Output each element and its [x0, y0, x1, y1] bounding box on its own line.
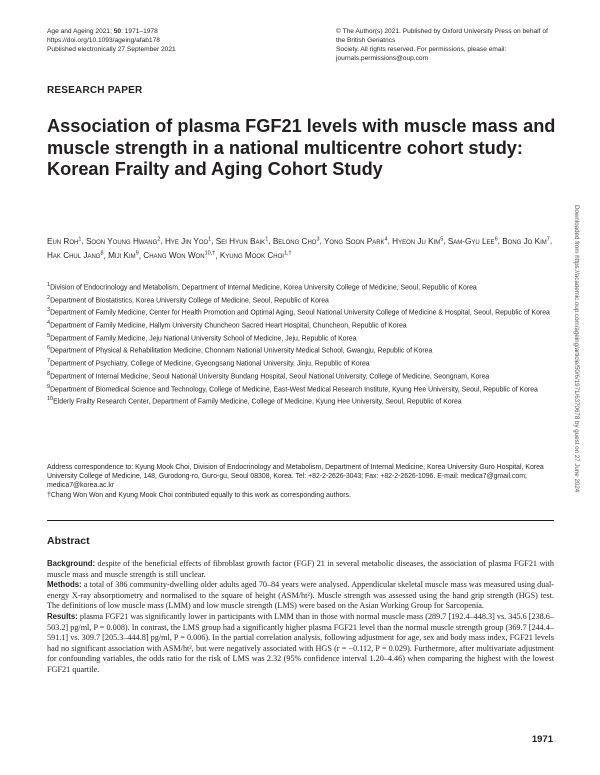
author-affiliation-marker: 2 — [157, 236, 161, 242]
affiliation-list — [47, 281, 557, 408]
affiliation-number: 6 — [47, 345, 51, 352]
affiliation-item — [47, 383, 557, 395]
author-name: Hye Jin Yoo$^1$ — [164, 236, 212, 246]
author-affiliation-marker: 8 — [100, 250, 104, 257]
affiliation-number: 10 — [47, 396, 54, 403]
correspondence-address: Address correspondence to: Kyung Mook Choi, Division of Endocrinology and Metabolism, Department of Internal Medicine, Korea University Guro Hospital, Korea University College of Medicine, 148, Gurodong-ro, Guro-gu, Seoul 08308, Korea. Tel: +82-2-2626-3043; Fax: +82-2-2626-1096. E-mail: medica7@gmail.com; medica7@korea.ac.kr — [47, 464, 544, 490]
author-name: Bong Jo Kim$^7$ — [502, 236, 550, 246]
article-title: Association of plasma FGF21 levels with muscle mass and muscle strength in a national multicentre cohort study: Korean Frailty and Aging Cohort Study — [47, 116, 556, 179]
author-affiliation-marker: 4 — [384, 236, 388, 242]
affiliation-item — [47, 370, 557, 382]
author-name: Chang Won Won$^{10,\dagger}$ — [143, 250, 216, 261]
author-list: Eun Roh$^1$, Soon Young Hwang$^2$, Hye Jin Yoo$^1$, Sei Hyun Baik$^1$, Belong Cho$^3$, Yong Soon Park$^4$, Hyeon Ju Kim$^5$, Sam-Gyu Lee$^6$, Bong Jo Kim$^7$, Hak Chul Jang$^8$, Miji Kim$^9$, Chang Won Won$^{10,\dagger}$, Kyung Mook Choi$^{1,\dagger}$ — [47, 236, 553, 261]
author-name: Eun Roh$^1$ — [47, 236, 82, 246]
affiliation-number: 1 — [47, 282, 51, 288]
author-name: Sei Hyun Baik$^1$ — [215, 236, 269, 246]
affiliation-item — [47, 319, 557, 331]
affiliation-item — [47, 294, 557, 306]
author-name: Soon Young Hwang$^2$ — [85, 236, 161, 246]
affiliation-item — [47, 344, 557, 356]
affiliation-number: 7 — [47, 358, 51, 365]
affiliation-text: Department of Physical & Rehabilitation Medicine, Chonnam National University Medical School, Gwangju, Republic of Korea — [50, 347, 433, 355]
section-divider — [47, 520, 554, 521]
affiliation-text: Department of Family Medicine, Jeju National University School of Medicine, Jeju, Republic of Korea — [50, 335, 357, 343]
affiliation-number: 9 — [47, 383, 51, 390]
doi-link[interactable]: https://doi.org/10.1093/ageing/afab178 — [47, 37, 160, 44]
affiliation-item — [47, 357, 557, 369]
affiliation-text: Division of Endocrinology and Metabolism, Department of Internal Medicine, Korea University College of Medicine, Seoul, Republic of Korea — [50, 284, 477, 292]
affiliation-number: 3 — [47, 307, 51, 314]
abstract-results: Results: plasma FGF21 was significantly lower in participants with LMM than in those with normal muscle mass (289.7 [192.4–448.3] vs. 345.6 [238.6–503.2] pg/ml, P = 0.008). In contrast, the LMS group had a significantly higher plasma FGF21 level than the normal muscle strength group (369.7 [244.4–591.1] vs. 309.7 [205.3–444.8] pg/ml, P = 0.006). In the partial correlation analysis, following adjustment for age, sex and body mass index, FGF21 levels had no significant association with ASM/ht², but were negatively associated with HGS (r = −0.112, P = 0.029). Furthermore, after multivariate adjustment for confounding variables, the odds ratio for the risk of LMS was 2.32 (95% confidence interval 1.20–4.46) when comparing the highest with the lowest FGF21 quartile. — [47, 611, 554, 674]
affiliation-number: 2 — [47, 294, 51, 301]
abstract-body — [47, 559, 554, 676]
affiliation-item — [47, 306, 557, 318]
author-name: Belong Cho$^3$ — [272, 236, 320, 246]
author-affiliation-marker: 1,† — [283, 250, 292, 257]
author-affiliation-marker: 7 — [546, 236, 550, 242]
affiliation-number: 8 — [47, 370, 51, 377]
affiliation-item — [47, 395, 557, 407]
equal-contribution-note: †Chang Won Won and Kyung Mook Choi contributed equally to this work as corresponding authors. — [47, 491, 351, 499]
author-name: Yong Soon Park$^4$ — [323, 236, 388, 246]
affiliation-text: Elderly Frailty Research Center, Department of Family Medicine, College of Medicine, Kyung Hee University, Seoul, Republic of Korea — [53, 398, 462, 406]
affiliation-text: Department of Biostatistics, Korea University College of Medicine, Seoul, Republic of Korea — [50, 296, 329, 304]
download-notice: Downloaded from https://academic.oup.com/ageing/article/50/6/1971/6370678 by guest on 27 June 2024 — [573, 205, 580, 493]
abstract-heading: Abstract — [47, 535, 90, 547]
article-type: RESEARCH PAPER — [47, 85, 143, 96]
author-affiliation-marker: 5 — [440, 236, 444, 242]
citation-line: Age and Ageing 2021; 50: 1971–1978 — [47, 28, 158, 35]
author-name: Sam-Gyu Lee$^6$ — [447, 236, 498, 246]
published-date: Published electronically 27 September 2021 — [47, 46, 176, 53]
copyright-notice: © The Author(s) 2021. Published by Oxford University Press on behalf of the British Geriatrics Society. All rights reserved. For permissions, please email: journals.permissions@oup.com — [336, 28, 548, 62]
affiliation-number: 5 — [47, 332, 51, 339]
affiliation-text: Department of Psychiatry, College of Medicine, Gyeongsang National University, Jinju, Republic of Korea — [50, 360, 370, 368]
page-number: 1971 — [531, 734, 553, 745]
correspondence-block — [47, 463, 557, 500]
affiliation-item — [47, 281, 557, 293]
author-affiliation-marker: 3 — [316, 236, 320, 242]
author-name: Hak Chul Jang$^8$ — [47, 250, 104, 261]
abstract-background: Background: despite of the beneficial effects of fibroblast growth factor (FGF) 21 in several metabolic diseases, the association of plasma FGF21 with muscle mass and muscle strength is still unclear. — [47, 559, 555, 579]
author-name: Hyeon Ju Kim$^5$ — [392, 236, 444, 246]
affiliation-text: Department of Internal Medicine, Seoul National University Bundang Hospital, Seoul National University, College of Medicine, Seongnam, Korea — [50, 373, 490, 381]
journal-header — [47, 27, 247, 54]
affiliation-item — [47, 332, 557, 344]
affiliation-number: 4 — [47, 320, 51, 327]
affiliation-text: Department of Biomedical Science and Technology, College of Medicine, East-West Medical Research Institute, Kyung Hee University, Seoul, Republic of Korea — [50, 385, 538, 393]
author-affiliation-marker: 1 — [265, 236, 269, 242]
author-name: Miji Kim$^9$ — [108, 250, 139, 261]
author-affiliation-marker: 1 — [78, 236, 82, 242]
abstract-methods: Methods: a total of 386 community-dwelling older adults aged 70–84 years were analysed. Appendicular skeletal muscle mass was measured using dual-energy X-ray absorptiometry and normalised to the square of height (ASM/ht²). Muscle strength was assessed using the hand grip strength (HGS) test. The definitions of low muscle mass (LMM) and low muscle strength (LMS) were based on the Asian Working Group for Sarcopenia. — [47, 580, 555, 611]
download-sidebar — [572, 205, 588, 585]
affiliation-text: Department of Family Medicine, Hallym University Chuncheon Sacred Heart Hospital, Chuncheon, Republic of Korea — [50, 322, 407, 330]
author-affiliation-marker: 6 — [494, 236, 498, 242]
author-affiliation-marker: 1 — [208, 236, 212, 242]
author-name: Kyung Mook Choi$^{1,\dagger}$ — [219, 250, 292, 261]
author-affiliation-marker: 9 — [135, 250, 139, 257]
affiliation-text: Department of Family Medicine, Center for Health Promotion and Optimal Aging, Seoul National University College of Medicine & Hospital, Seoul, Republic of Korea — [50, 309, 550, 317]
author-affiliation-marker: 10,† — [204, 250, 216, 257]
